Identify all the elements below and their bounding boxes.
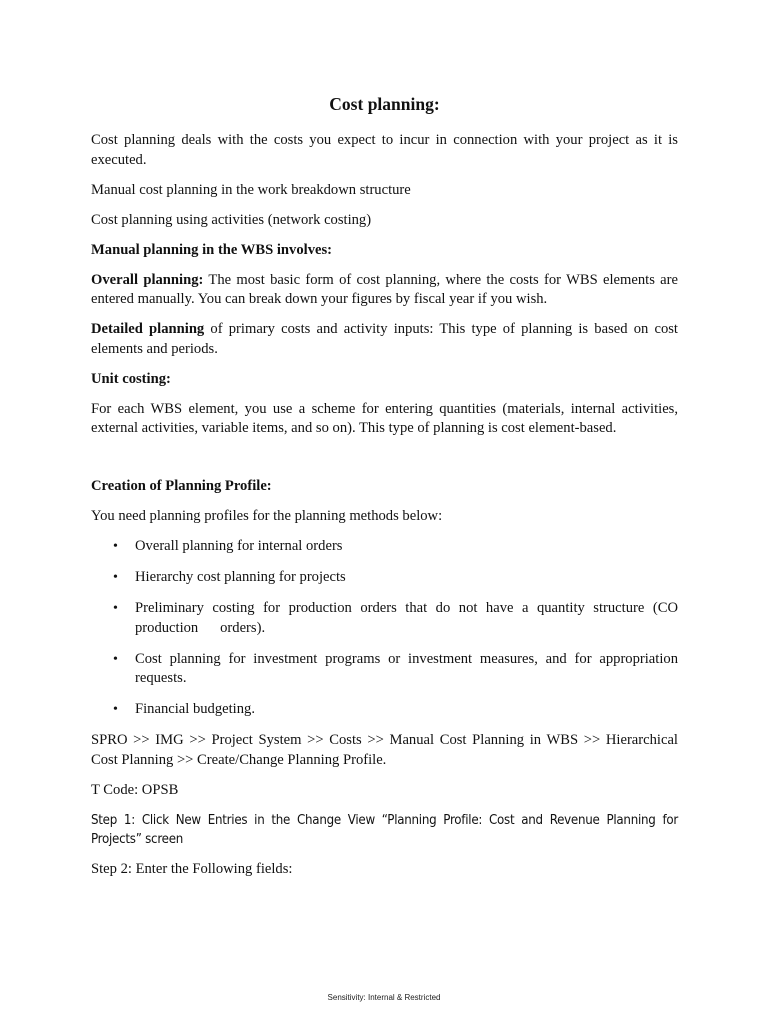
planning-methods-list: [91, 537, 678, 720]
spacer: [91, 439, 678, 458]
document-body: [91, 92, 678, 890]
profile-heading: Creation of Planning Profile:: [91, 478, 272, 494]
transaction-code: T Code: OPSB: [91, 781, 179, 798]
detailed-planning-label: Detailed planning: [91, 321, 205, 337]
bullet-icon: •: [113, 539, 118, 554]
list-item: • Financial budgeting.: [91, 700, 678, 720]
bullet-icon: •: [113, 702, 118, 717]
bullet-icon: •: [113, 570, 118, 585]
detailed-planning-paragraph: [91, 320, 678, 359]
menu-path: SPRO >> IMG >> Project System >> Costs >> Manual Cost Planning in WBS >> Hierarchical Cost Planning >> Create/Change Planning Profile.: [91, 732, 678, 768]
detailed-planning-text: of primary costs and activity inputs: This type of planning is based on cost elements and periods.: [91, 321, 678, 357]
wbs-heading: Manual planning in the WBS involves:: [91, 241, 333, 258]
intro-paragraph: Cost planning deals with the costs you expect to incur in connection with your project as it is executed.: [91, 132, 678, 168]
profile-intro: You need planning profiles for the planning methods below:: [91, 508, 443, 524]
overall-planning-paragraph: [91, 271, 678, 310]
method-manual: Manual cost planning in the work breakdown structure: [91, 181, 411, 198]
bullet-icon: •: [113, 651, 118, 667]
step-1: Step 1: Click New Entries in the Change View “Planning Profile: Cost and Revenue Planning for Projects” screen: [91, 812, 678, 847]
list-item: • Cost planning for investment programs or investment measures, and for appropriation requests.: [113, 650, 678, 686]
step-2: Step 2: Enter the Following fields:: [91, 861, 293, 877]
bullet-icon: •: [113, 601, 118, 616]
overall-planning-label: Overall planning:: [91, 271, 204, 288]
list-item: • Preliminary costing for production orders that do not have a quantity structure (CO production orders).: [113, 600, 678, 636]
method-activities: Cost planning using activities (network costing): [91, 211, 372, 228]
sensitivity-footer: Sensitivity: Internal & Restricted: [327, 993, 441, 1002]
page-title: Cost planning:: [329, 94, 440, 114]
list-item: • Hierarchy cost planning for projects: [91, 568, 678, 588]
overall-planning-text: The most basic form of cost planning, where the costs for WBS elements are entered manually. You can break down your figures by fiscal year if you wish.: [91, 271, 679, 307]
unit-costing-paragraph: For each WBS element, you use a scheme for entering quantities (materials, internal activities, external activities, variable items, and so on). This type of planning is cost element-based.: [91, 400, 678, 436]
unit-costing-heading: Unit costing:: [91, 370, 171, 387]
list-item: • Overall planning for internal orders: [91, 537, 678, 557]
